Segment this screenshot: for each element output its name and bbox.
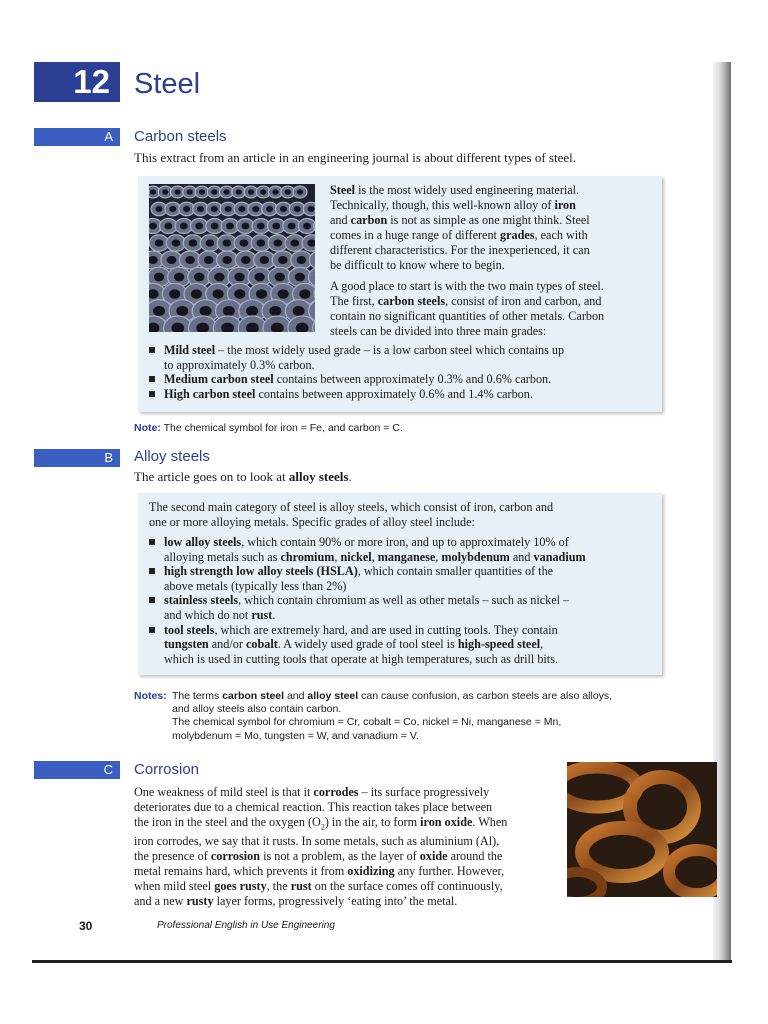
coil-hole — [246, 306, 258, 316]
intro-end: . — [348, 469, 352, 484]
section-b-article-text — [149, 500, 659, 530]
bold-term: rust — [290, 879, 312, 894]
coil-hole — [223, 306, 235, 316]
section-a-title: Carbon steels — [134, 128, 227, 145]
text-run: . When — [472, 815, 508, 829]
coil-hole — [225, 206, 232, 212]
coil-hole — [200, 306, 212, 316]
coil-hole — [223, 239, 232, 246]
coil-hole — [169, 289, 180, 298]
text-run: . — [272, 607, 276, 622]
bullet-item — [148, 593, 658, 622]
text-line — [164, 564, 658, 579]
bold-term: low alloy steels — [164, 535, 242, 549]
text-run: Technically, though, this well-known alloy of — [330, 198, 555, 212]
text-run: and which do not — [164, 607, 252, 622]
coil-hole — [154, 273, 164, 282]
text-line — [164, 608, 658, 623]
text-line — [330, 258, 660, 273]
bold-term: Mild steel — [164, 343, 216, 357]
text-run: deteriorates due to a chemical reaction. This reaction takes place between — [134, 800, 493, 814]
text-run: and — [330, 213, 351, 227]
bullet-item — [148, 343, 653, 372]
text-line — [164, 652, 658, 667]
text-line — [164, 579, 658, 594]
text-line — [134, 864, 554, 879]
section-b-title: Alloy steels — [134, 448, 210, 465]
text-line — [164, 637, 658, 652]
text-run: any further. However, — [394, 864, 505, 879]
bold-term: high strength low alloy steels (HSLA) — [164, 564, 358, 579]
text-run: and/or — [208, 637, 246, 652]
bold-term: tungsten — [164, 637, 209, 652]
article-paragraph-1 — [330, 183, 660, 273]
coil-hole — [303, 223, 311, 230]
text-run: when mild steel — [134, 879, 215, 894]
text-line — [330, 294, 660, 309]
subscript: 2 — [320, 822, 325, 832]
coil-hole — [174, 189, 180, 194]
text-line — [330, 198, 660, 213]
bold-term: rust — [251, 607, 273, 622]
text-run: be difficult to know where to begin. — [330, 258, 505, 272]
coil-hole — [194, 273, 204, 282]
text-run: is the most widely used engineering material. — [355, 183, 580, 197]
text-run: alloying metals such as — [164, 549, 281, 564]
text-line — [134, 834, 554, 849]
notes-line — [172, 730, 419, 743]
coil-hole — [241, 256, 251, 264]
text-run: , — [435, 549, 442, 564]
text-run: , which contain smaller quantities of the — [357, 564, 554, 579]
bold-term: stainless steels — [164, 593, 239, 608]
coil-hole — [150, 189, 156, 194]
coil-hole — [278, 289, 289, 298]
note-label: Note: — [134, 422, 161, 434]
notes-label: Notes: — [134, 690, 167, 702]
coil-hole — [174, 273, 184, 282]
text-run: and — [284, 690, 308, 702]
bold-term: High carbon steel — [164, 386, 256, 401]
bullet-item — [148, 564, 658, 593]
bold-term: carbon steels — [377, 294, 446, 308]
section-b-intro — [134, 469, 352, 485]
coil-hole — [234, 273, 244, 282]
bullet-item — [148, 623, 658, 667]
text-run: on the surface comes off continuously, — [311, 879, 503, 894]
coil-hole — [294, 206, 301, 212]
bullet-item — [148, 535, 658, 564]
coil-hole — [197, 206, 204, 212]
coil-hole — [266, 206, 273, 212]
text-run: and alloy steels also contain carbon. — [172, 703, 342, 716]
text-run: contains between approximately 0.6% and 1.4% carbon. — [255, 386, 533, 401]
coil-hole — [155, 206, 162, 212]
section-b-marker: B — [34, 449, 120, 467]
text-run: , — [540, 637, 544, 652]
bold-term: nickel — [340, 549, 372, 564]
text-run: iron corrodes, we say that it rusts. In some metals, such as aluminium (Al), — [134, 834, 500, 849]
text-run: the iron in the steel and the oxygen (O — [134, 815, 321, 829]
coil-hole — [199, 189, 205, 194]
text-run: , each with — [534, 228, 588, 242]
coil-hole — [256, 289, 267, 298]
coil-hole — [191, 289, 202, 298]
bold-term: Steel — [330, 183, 356, 197]
text-run: contains between approximately 0.3% and 0.6% carbon. — [273, 372, 552, 387]
rusty-chain-photo — [567, 762, 717, 897]
page-number: 30 — [79, 919, 93, 933]
coil-hole — [189, 239, 198, 246]
text-line — [164, 358, 653, 373]
intro-bold-term: alloy steels — [288, 469, 349, 484]
text-run: The chemical symbol for chromium = Cr, cobalt = Co, nickel = Ni, manganese = Mn, — [172, 716, 562, 729]
text-run: which is used in cutting tools that operate at high temperatures, such as drill bits. — [164, 651, 558, 666]
text-run: , consist of iron and carbon, and — [445, 294, 602, 308]
text-run: , — [371, 549, 378, 564]
bottom-rule — [32, 960, 732, 963]
carbon-steel-grades-list — [148, 343, 653, 401]
text-line — [330, 183, 660, 198]
bold-term: carbon steel — [222, 690, 285, 702]
bold-term: high-speed steel — [457, 637, 541, 652]
coil-hole — [214, 273, 224, 282]
coil-hole — [164, 223, 172, 230]
coil-hole — [295, 273, 305, 282]
coil-hole — [299, 289, 310, 298]
coil-hole — [280, 206, 287, 212]
text-run: The second main category of steel is alloy steels, which consist of iron, carbon and — [149, 500, 554, 514]
text-run: A good place to start is with the two main types of steel. — [330, 279, 604, 293]
coil-hole — [211, 189, 217, 194]
coil-hole — [226, 223, 234, 230]
text-line — [164, 623, 658, 638]
book-title-footer: Professional English in Use Engineering — [157, 920, 335, 931]
text-line — [164, 593, 658, 608]
text-run: steels can be divided into three main grades: — [330, 324, 547, 338]
bold-term: alloy steel — [307, 690, 359, 702]
coil-hole — [187, 189, 193, 194]
text-run: The terms — [172, 690, 223, 702]
text-run: One weakness of mild steel is that it — [134, 785, 314, 799]
coil-hole — [236, 189, 242, 194]
bold-term: oxide — [419, 849, 448, 864]
chapter-title: Steel — [134, 68, 201, 100]
coil-hole — [260, 189, 266, 194]
text-run: , — [334, 549, 341, 564]
text-line — [330, 279, 660, 294]
text-run: The first, — [330, 294, 378, 308]
text-run: , which are extremely hard, and are used in cutting tools. They contain — [214, 622, 558, 637]
coil-hole — [211, 206, 218, 212]
coil-hole — [213, 289, 224, 298]
text-line — [164, 372, 653, 387]
text-run: can cause confusion, as carbon steels are also alloys, — [358, 690, 613, 702]
coil-hole — [204, 256, 214, 264]
text-run: contain no significant quantities of other metals. Carbon — [330, 309, 605, 323]
bold-term: iron — [554, 198, 576, 212]
text-run: to approximately 0.3% carbon. — [164, 357, 315, 372]
bold-term: cobalt — [245, 637, 278, 652]
coil-hole — [252, 206, 259, 212]
bold-term: corrosion — [210, 849, 261, 864]
note-text: The chemical symbol for iron = Fe, and carbon = C. — [160, 422, 403, 434]
bold-term: chromium — [280, 549, 335, 564]
text-run: different characteristics. For the inexperienced, it can — [330, 243, 590, 257]
coil-hole — [185, 256, 195, 264]
text-run: comes in a huge range of different — [330, 228, 500, 242]
text-run: ) in the air, to form — [324, 815, 421, 829]
coil-hole — [278, 256, 288, 264]
text-line — [134, 800, 554, 815]
text-line — [164, 343, 653, 358]
coil-hole — [167, 256, 177, 264]
section-a-article-text — [330, 183, 660, 339]
coil-hole — [273, 239, 282, 246]
bold-term: molybdenum — [441, 549, 510, 564]
intro-text: The article goes on to look at — [134, 469, 289, 484]
coil-hole — [308, 206, 315, 212]
coil-hole — [153, 306, 165, 316]
section-c-title: Corrosion — [134, 761, 200, 778]
text-line — [134, 894, 554, 909]
text-run: – its surface progressively — [358, 785, 490, 799]
rusty-chain-illustration — [567, 762, 717, 897]
coil-hole — [272, 189, 278, 194]
notes-line — [172, 716, 561, 729]
coil-hole — [238, 206, 245, 212]
text-line — [134, 879, 554, 894]
coil-hole — [149, 223, 157, 230]
coil-hole — [206, 239, 215, 246]
text-line — [149, 500, 659, 515]
coil-hole — [223, 189, 229, 194]
coil-hole — [241, 223, 249, 230]
section-a-intro: This extract from an article in an engineering journal is about different types of steel. — [134, 150, 576, 165]
alloy-steel-grades-list — [148, 535, 658, 666]
coil-hole — [297, 189, 303, 194]
bold-term: corrodes — [313, 785, 359, 799]
bold-term: tool steels — [164, 622, 215, 637]
text-line — [149, 515, 659, 530]
coil-hole — [256, 239, 265, 246]
text-line — [330, 228, 660, 243]
chapter-number-badge: 12 — [34, 62, 120, 102]
bold-term: vanadium — [533, 549, 586, 564]
coil-hole — [293, 306, 305, 316]
text-run: layer forms, progressively ‘eating into’ the metal. — [213, 894, 458, 909]
text-line — [164, 550, 658, 565]
text-run: , which contain 90% or more iron, and up to approximately 10% of — [241, 535, 569, 549]
coil-hole — [195, 223, 203, 230]
text-line — [164, 535, 658, 550]
notes-line — [172, 690, 612, 703]
bullet-item — [148, 387, 653, 402]
section-a-marker: A — [34, 128, 120, 146]
coil-hole — [162, 189, 168, 194]
bold-term: manganese — [377, 549, 436, 564]
text-run: above metals (typically less than 2%) — [164, 578, 347, 593]
coil-hole — [176, 306, 188, 316]
bold-term: iron oxide — [420, 815, 473, 829]
text-run: around the — [447, 849, 503, 864]
bold-term: goes rusty — [214, 879, 267, 894]
text-run: is not as simple as one might think. Steel — [387, 213, 590, 227]
corrosion-paragraph — [134, 785, 554, 909]
coil-hole — [260, 256, 270, 264]
text-line — [134, 785, 554, 800]
bold-term: oxidizing — [347, 864, 395, 879]
notes-line — [172, 703, 341, 716]
coil-hole — [285, 189, 291, 194]
text-run: – the most widely used grade – is a low carbon steel which contains up — [215, 343, 565, 357]
text-run: . A widely used grade of tool steel is — [277, 637, 458, 652]
coil-hole — [240, 239, 249, 246]
text-line — [330, 213, 660, 228]
coil-hole — [211, 223, 219, 230]
coil-hole — [288, 223, 296, 230]
coil-hole — [234, 289, 245, 298]
coil-hole — [172, 239, 181, 246]
article-paragraph-2 — [330, 279, 660, 339]
text-run: and a new — [134, 894, 187, 909]
text-run: , the — [266, 879, 291, 894]
coil-hole — [297, 256, 307, 264]
coil-hole — [290, 239, 299, 246]
coil-hole — [248, 189, 254, 194]
text-line — [330, 324, 660, 339]
text-run: is not a problem, as the layer of — [260, 849, 420, 864]
steel-coils-photo — [149, 184, 315, 332]
section-a-note — [134, 422, 403, 435]
text-line — [134, 849, 554, 864]
bullet-item — [148, 372, 653, 387]
coil-hole — [180, 223, 188, 230]
text-run: , which contain chromium as well as other metals – such as nickel – — [238, 593, 570, 608]
bold-term: rusty — [186, 894, 214, 909]
bold-term: Medium carbon steel — [164, 372, 274, 387]
text-line — [164, 387, 653, 402]
coil-hole — [222, 256, 232, 264]
text-line — [134, 815, 554, 834]
text-run: molybdenum = Mo, tungsten = W, and vanadium = V. — [172, 729, 419, 742]
text-run: the presence of — [134, 849, 211, 864]
coil-hole — [272, 223, 280, 230]
coil-hole — [155, 239, 164, 246]
bold-term: grades — [500, 228, 535, 242]
coil-hole — [254, 273, 264, 282]
steel-coils-illustration — [149, 184, 315, 332]
text-line — [330, 309, 660, 324]
text-run: metal remains hard, which prevents it from — [134, 864, 348, 879]
bold-term: carbon — [350, 213, 388, 227]
coil-hole — [275, 273, 285, 282]
section-c-marker: C — [34, 761, 120, 779]
coil-hole — [269, 306, 281, 316]
coil-hole — [257, 223, 265, 230]
coil-hole — [183, 206, 190, 212]
text-run: one or more alloying metals. Specific grades of alloy steel include: — [149, 515, 475, 529]
coil-hole — [169, 206, 176, 212]
text-line — [330, 243, 660, 258]
text-run: and — [509, 549, 534, 564]
